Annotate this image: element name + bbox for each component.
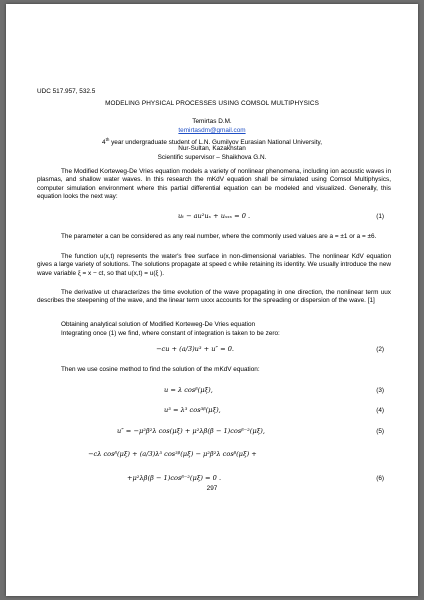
affiliation-rest: year undergraduate student of L.N. Gumilyov Eurasian National University,	[109, 139, 322, 147]
equation-1-number: (1)	[376, 213, 384, 220]
equation-3: u = λ cosᵝ(μξ),	[164, 386, 213, 394]
supervisor: Scientific supervisor – Shaikhova G.N.	[157, 154, 267, 161]
document-page	[6, 4, 418, 596]
equation-6-line-1: −cλ cosᵝ(μξ) + (a/3)λ³ cos³ᵝ(μξ) − μ²β²λ cosᵝ(μξ) +	[88, 450, 257, 458]
integrating-text: Integrating once (1) we find, where constant of integration is taken to be zero:	[61, 330, 280, 337]
paper-title: MODELING PHYSICAL PROCESSES USING COMSOL MULTIPHYSICS	[105, 100, 319, 107]
equation-6-number: (6)	[376, 475, 384, 482]
page-number: 297	[206, 485, 218, 492]
equation-1: uₜ − au²uₓ + uₓₓₓ = 0 .	[178, 212, 251, 220]
affiliation-year: 4	[102, 139, 106, 147]
cosine-method-text: Then we use cosine method to find the solution of the mKdV equation:	[61, 366, 260, 373]
equation-3-number: (3)	[376, 387, 384, 394]
equation-6-line-2: +μ²λβ(β − 1)cosᵝ⁻²(μξ) = 0 .	[127, 474, 222, 482]
section-heading: Obtaining analytical solution of Modified Korteweg-De Vries equation	[61, 321, 256, 328]
equation-5-number: (5)	[376, 428, 384, 435]
abstract-paragraph: The Modified Korteweg-De Vries equation models a variety of nonlinear phenomena, including ion acoustic waves in plasmas, and shallow water waves. In this research the mKdV equation shall be simulated using Comsol Multiphysics, computer simulation environment where this partial differential equation can be modeled and visualized. Generally, this equation looks the next way:	[37, 168, 391, 201]
equation-5: u″ = −μ²β²λ cos(μξ) + μ²λβ(β − 1)cosᵝ⁻²(μξ),	[117, 427, 265, 435]
author-city: Nur-Sultan, Kazakhstan	[178, 145, 246, 152]
author-email[interactable]: temirtasdm@gmail.com	[178, 127, 246, 134]
equation-4: u³ = λ³ cos³ᵝ(μξ),	[164, 406, 221, 414]
udc-code: UDC 517.957, 532.5	[37, 88, 96, 95]
function-paragraph: The function u(x,t) represents the water's free surface in non-dimensional variables. The nonlinear KdV equation gives a large variety of solutions. The solutions propagate at speed c while retaining its identity. We usually introduce the new wave variable ξ = x − ct, so that u(x,t) = u(ξ ).	[37, 253, 391, 277]
equation-2: −cu + (a/3)u³ + u″ = 0.	[156, 345, 234, 353]
affiliation-sup: th	[105, 137, 110, 142]
author-name: Temirtas D.M.	[192, 118, 232, 125]
equation-4-number: (4)	[376, 407, 384, 414]
parameter-paragraph: The parameter a can be considered as any real number, where the commonly used values are a = ±1 or a = ±6.	[61, 233, 377, 240]
derivative-paragraph: The derivative ut characterizes the time evolution of the wave propagating in one direction, the nonlinear term uux describes the steepening of the wave, and the linear term uxxx accounts for the spreading or dispersion of the wave. [1]	[37, 289, 391, 305]
equation-2-number: (2)	[376, 346, 384, 353]
